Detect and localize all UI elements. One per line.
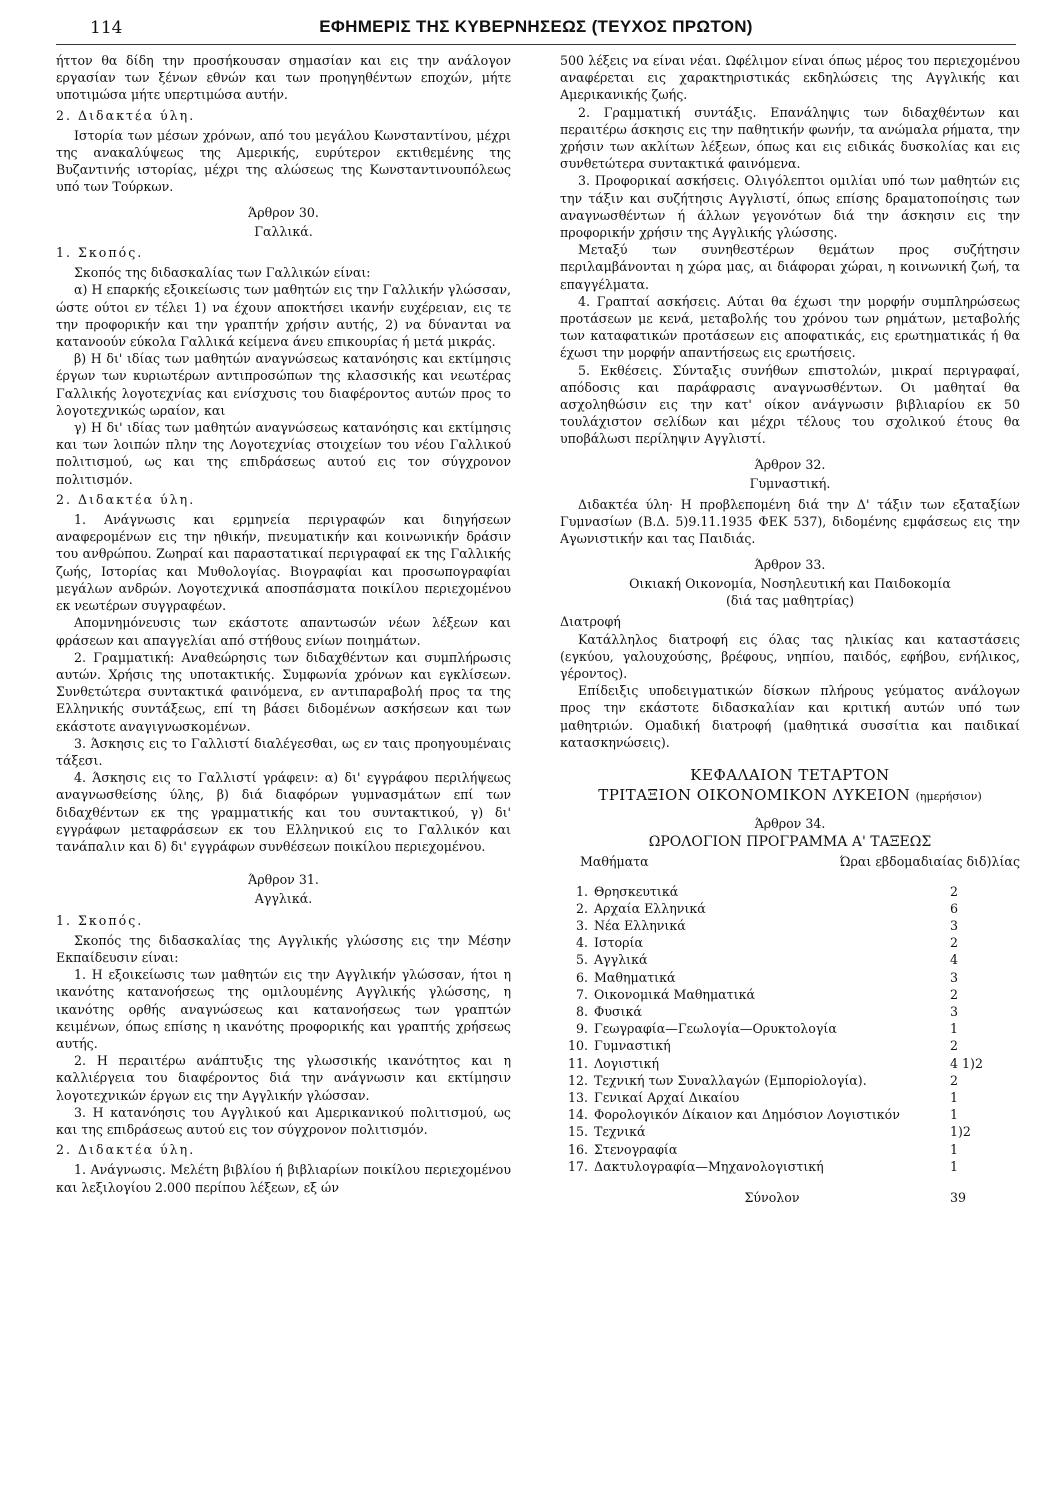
chapter-subtitle-text: ΤΡΙΤΑΞΙΟΝ ΟΙΚΟΝΟΜΙΚΟΝ ΛΥΚΕΙΟΝ — [598, 785, 911, 804]
chapter-subtitle — [560, 785, 1020, 807]
schedule-subject: Τεχνική των Συναλλαγών (Εμπορiολογία). — [594, 1072, 867, 1088]
schedule-num: 7. — [575, 986, 588, 1002]
schedule-subject: Μαθηματικά — [594, 969, 676, 985]
article-heading: Άρθρον 30. — [248, 204, 319, 220]
paragraph: β) Η δι' ιδίας των μαθητών αναγνώσεως κατανόησις και εκτίμησις έργων των κυριωτέρων αντιπροσώπων της κλασσικής και νεωτέρας Γαλλικής λογοτεχνίας και ενίσχυσις του διαφέροντος αυτών προς το λογοτεχνικώς ωραίον, και — [56, 351, 511, 418]
table-row — [560, 917, 1020, 934]
table-row — [560, 969, 1020, 986]
article-heading: Άρθρον 32. — [754, 456, 826, 472]
article-subject: Αγγλικά. — [254, 891, 313, 907]
schedule-table — [560, 883, 1020, 1207]
paragraph: 1. Η εξοικείωσις των μαθητών εις την Αγγλικήν γλώσσαν, ήτοι η ικανότης κατανοήσεως της ομιλουμένης Αγγλικής γλώσσης, η ικανότης ορθής αναγνώσεως και κατανοήσεως των γραπτών κειμένων, όπως επίσης η ικανότης προφορικής και γραπτής χρήσεως αυτής. — [56, 967, 511, 1051]
table-row — [560, 934, 1020, 951]
schedule-subject: Τεχνικά — [594, 1124, 646, 1140]
paragraph: Διδακτέα ύλη· Η προβλεπομένη διά την Δ' τάξιν των εξαταξίων Γυμνασίων (Β.Δ. 5)9.11.1935 ΦΕΚ 537), διδομένης εμφάσεως εις την Αγωνιστικήν και τας Παιδιάς. — [560, 497, 1020, 547]
paragraph: 2. Γραμματική συντάξις. Επανάληψις των διδαχθέντων και περαιτέρω άσκησις εις την παθητικήν φωνήν, τα ανώμαλα ρήματα, την χρήσιν των ακλίτων λέξεων, όπως και εις ειδικάς δυσκολίας και εις συνθετώτερα συντακτικά φαινόμενα. — [560, 104, 1020, 172]
article-heading: Άρθρον 33. — [754, 556, 826, 572]
schedule-subject: Γυμναστική — [594, 1038, 671, 1054]
paragraph: Σκοπός της διδασκαλίας της Αγγλικής γλώσσης εις την Μέσην Εκπαίδευσιν είναι: — [56, 932, 511, 965]
schedule-col-subjects: Μαθήματα — [580, 854, 649, 870]
paragraph: 5. Εκθέσεις. Σύνταξις συνήθων επιστολών, μικραί περιγραφαί, απόδοσις και παράφρασις αναγνωσθέντων. Οι μαθηταί θα ασχοληθώσιν εις την κατ' οίκον ανάγνωσιν βιβλιαρίου εκ 50 τουλάχιστον σελίδων και μέχρι τέλους του σχολικού έτους θα υποβάλωσι περίληψιν Αγγλιστί. — [560, 362, 1020, 447]
right-column — [560, 52, 1020, 1492]
paragraph: 3. Προφορικαί ασκήσεις. Ολιγόλεπτοι ομιλίαι υπό των μαθητών εις την τάξιν και συζήτησις Αγγλιστί, όπως επίσης δραματοποίησις των αναγνωσθέντων ή άλλων γεγονότων διά την άσκησιν εις την προφορικήν χρήσιν της Αγγλικής γλώσσης. — [560, 173, 1020, 241]
schedule-hours: 3 — [950, 917, 959, 933]
total-value: 39 — [950, 1189, 967, 1205]
schedule-subject: Οικονομικά Μαθηματικά — [594, 986, 755, 1002]
table-row — [560, 900, 1020, 917]
paragraph: Μεταξύ των συνηθεστέρων θεμάτων προς συζήτησιν περιλαμβάνονται η χώρα μας, αι διάφοραι χώραι, η κοινωνική ζωή, τα επαγγέλματα. — [560, 242, 1020, 292]
schedule-subject: Λογιστική — [594, 1055, 660, 1071]
article-subject-note: (διά τας μαθητρίας) — [725, 593, 855, 609]
paragraph: ήττον θα δίδη την προσήκουσαν σημασίαν και εις την ανάλογον εργασίαν των ξένων εθνών και των προηγηθέντων εποχών, μήτε υποτιμώσα μήτε υπερτιμώσα αυτήν. — [56, 53, 511, 103]
page-header — [56, 14, 1016, 45]
table-row — [560, 1003, 1020, 1020]
schedule-num: 14. — [567, 1107, 588, 1123]
section-heading: 2. Διδακτέα ύλη. — [56, 491, 196, 507]
schedule-subject: Στενογραφία — [594, 1141, 678, 1157]
schedule-hours: 2 — [950, 935, 959, 951]
table-row — [560, 1106, 1020, 1123]
article-subject: Γαλλικά. — [254, 223, 313, 239]
schedule-num: 6. — [575, 969, 588, 985]
schedule-num: 15. — [567, 1124, 588, 1140]
table-row — [560, 1141, 1020, 1158]
schedule-num: 12. — [567, 1072, 588, 1088]
paragraph: 2. Η περαιτέρω ανάπτυξις της γλωσσικής ικανότητος και η καλλιέργεια του διαφέροντος διά την ανάγνωσιν και εκτίμησιν λογοτεχνικών έργων εις την Αγγλικήν γλώσσαν. — [56, 1053, 511, 1103]
paragraph: 3. Άσκησις εις το Γαλλιστί διαλέγεσθαι, ως εν ταις προηγουμέναις τάξεσι. — [56, 735, 511, 768]
schedule-hours: 1 — [950, 1158, 959, 1174]
section-heading: Διατροφή — [560, 614, 621, 630]
schedule-num: 9. — [575, 1021, 588, 1037]
schedule-num: 2. — [575, 900, 588, 916]
schedule-subject: Φορολογικόν Δίκαιον και Δημόσιον Λογιστικόν — [594, 1107, 900, 1123]
schedule-num: 17. — [567, 1158, 588, 1174]
schedule-num: 8. — [575, 1003, 588, 1019]
section-heading: 2. Διδακτέα ύλη. — [56, 1142, 196, 1158]
table-row — [560, 1089, 1020, 1106]
schedule-subject: Γεωγραφία—Γεωλογία—Ορυκτολογία — [594, 1021, 837, 1037]
paragraph: 3. Η κατανόησις του Αγγλικού και Αμερικανικού πολιτισμού, ως και της επιδράσεως αυτού εις τον σύγχρονον πολιτισμόν. — [56, 1104, 511, 1137]
schedule-num: 5. — [575, 952, 588, 968]
total-label: Σύνολον — [744, 1189, 800, 1205]
left-column — [56, 52, 511, 1492]
schedule-hours: 1 — [950, 1089, 959, 1105]
schedule-subject: Αρχαία Ελληνικά — [594, 900, 706, 916]
paragraph: 1. Ανάγνωσις. Μελέτη βιβλίου ή βιβλιαρίων ποικίλου περιεχομένου και λεξιλογίου 2.000 περίπου λέξεων, εξ ών — [56, 1162, 511, 1195]
paragraph: γ) Η δι' ιδίας των μαθητών αναγνώσεως κατανόησις και εκτίμησις και των λοιπών πλην της Λογοτεχνίας στοιχείων του νέου Γαλλικού πολιτισμού, ως και της επιδράσεως αυτού εις τον σύγχρονον πολιτισμόν. — [56, 420, 511, 487]
table-row — [560, 1020, 1020, 1037]
paragraph: Επίδειξις υποδειγματικών δίσκων πλήρους γεύματος ανάλογων προς την εκάστοτε διδασκαλίαν και κριτική αυτών υπό των μαθητριών. Ομαδική διατροφή (μαθητικά συσσίτια και παιδικαί κατασκηνώσεις). — [560, 683, 1020, 750]
schedule-num: 16. — [567, 1141, 588, 1157]
schedule-subject: Αγγλικά — [594, 952, 648, 968]
article-subject: Γυμναστική. — [749, 475, 831, 491]
article-heading: Άρθρον 31. — [248, 872, 319, 888]
schedule-hours: 1 — [950, 1021, 959, 1037]
schedule-hours: 2 — [950, 1072, 959, 1088]
page-number: 114 — [90, 18, 123, 38]
schedule-hours: 2 — [950, 883, 959, 899]
schedule-num: 3. — [575, 917, 588, 933]
schedule-hours: 6 — [950, 900, 959, 916]
paragraph: 500 λέξεις να είναι νέαι. Ωφέλιμον είναι όπως μέρος του περιεχομένου αναφέρεται εις χαρακτηριστικάς εκδηλώσεις της Αγγλικής και Αμερικανικής ζωής. — [560, 53, 1020, 103]
paragraph: 1. Ανάγνωσις και ερμηνεία περιγραφών και διηγήσεων αναφερομένων εις την ηθικήν, πνευματικήν και κοινωνικήν δράσιν του ανθρώπου. Ζωηραί και παραστατικαί περιγραφαί εκ της Γαλλικής ζωής, Ιστορίας και Μυθολογίας. Βιογραφίαι και προσωπογραφίαι μεγάλων ανδρών. Λογοτεχνικά αποσπάσματα ποικίλου περιεχομένου εκ νεωτέρων συγγραφέων. — [56, 512, 511, 614]
schedule-hours: 3 — [950, 1003, 959, 1019]
section-heading: 1. Σκοπός. — [56, 245, 144, 261]
table-row — [560, 951, 1020, 968]
section-heading: 1. Σκοπός. — [56, 912, 144, 928]
section-heading: 2. Διδακτέα ύλη. — [56, 107, 196, 123]
paragraph: 4. Γραπταί ασκήσεις. Αύται θα έχωσι την μορφήν συμπληρώσεως προτάσεων με κενά, μεταβολής του χρόνου των ρημάτων, μεταβολής των καταφατικών προτάσεων εις αποφατικάς, εις ερωτηματικάς ή θα έχωσι την μορφήν απαντήσεως εις ερωτήσεις. — [560, 293, 1020, 361]
article-heading: Άρθρον 34. — [754, 815, 826, 831]
paragraph: α) Η επαρκής εξοικείωσις των μαθητών εις την Γαλλικήν γλώσσαν, ώστε ούτοι εν τέλει 1) να έχουν αποκτήσει ικανήν ευχέρειαν, εις τε την προφορικήν και την γραπτήν χρήσιν αυτής, 2) να δύνανται να κατανοούν εύκολα Γαλλικά κείμενα άνευ επικουρίας ή μετά μικράς. — [56, 282, 511, 350]
article-subject: Οικιακή Οικονομία, Νοσηλευτική και Παιδοκομία — [629, 575, 951, 591]
schedule-hours: 2 — [950, 1038, 959, 1054]
schedule-hours: 3 — [950, 969, 959, 985]
schedule-subject: Φυσικά — [594, 1003, 642, 1019]
chapter-title: ΚΕΦΑΛΑΙΟΝ ΤΕΤΑΡΤΟΝ — [690, 765, 890, 784]
paragraph: 2. Γραμματική: Αναθεώρησις των διδαχθέντων και συμπλήρωσις αυτών. Χρήσις της υποτακτικής. Συμφωνία χρόνων και εγκλίσεων. Συνθετώτερα συντακτικά φαινόμενα, εν αντιπαραβολή προς τα της Ελληνικής συντάξεως, επί τη βάσει διδομένων ασκήσεων και των εκάστοτε αναγιγνωσκομένων. — [56, 649, 511, 734]
schedule-num: 10. — [567, 1038, 588, 1054]
schedule-hours: 1)2 — [950, 1124, 971, 1140]
paragraph: Κατάλληλος διατροφή εις όλας τας ηλικίας και καταστάσεις (εγκύου, γαλουχούσης, βρέφους, νηπίου, παιδός, εφήβου, ενήλικος, γέροντος). — [560, 631, 1020, 681]
chapter-subtitle-note: (ημερήσιον) — [915, 789, 982, 803]
schedule-subject: Ιστορία — [594, 935, 643, 951]
schedule-col-hours: Ώραι εβδομαδιαίας διδ)λίας — [839, 854, 1020, 870]
schedule-title: ΩΡΟΛΟΓΙΟΝ ΠΡΟΓΡΑΜΜΑ Α' ΤΑΞΕΩΣ — [648, 834, 932, 851]
schedule-num: 11. — [567, 1055, 588, 1071]
schedule-subject: Νέα Ελληνικά — [594, 917, 686, 933]
table-row — [560, 1037, 1020, 1054]
schedule-hours: 1 — [950, 1107, 959, 1123]
running-title: ΕΦΗΜΕΡΙΣ ΤΗΣ ΚΥΒΕΡΝΗΣΕΩΣ (ΤΕΥΧΟΣ ΠΡΩΤΟΝ) — [319, 17, 753, 36]
table-row — [560, 883, 1020, 900]
table-row — [560, 1158, 1020, 1175]
schedule-header — [580, 853, 1020, 870]
paragraph: Ιστορία των μέσων χρόνων, από του μεγάλου Κωνσταντίνου, μέχρι της ανακαλύψεως της Αμερικής, ευρύτερον εκτιθεμένης της Βυζαντινής ιστορίας, μέχρι της αλώσεως της Κωνσταντινουπόλεως υπό των Τούρκων. — [56, 127, 511, 195]
total-row — [560, 1175, 1020, 1206]
schedule-num: 1. — [575, 883, 588, 899]
schedule-subject: Δακτυλογραφία—Μηχανολογιστική — [594, 1158, 824, 1174]
table-row — [560, 1123, 1020, 1140]
table-row — [560, 1055, 1020, 1072]
paragraph: Απομνημόνευσις των εκάστοτε απαντωσών νέων λέξεων και φράσεων και απαγγελίαι από στήθους ενίων ποιημάτων. — [56, 615, 511, 648]
schedule-num: 4. — [575, 935, 588, 951]
table-row — [560, 986, 1020, 1003]
paragraph: 4. Άσκησις εις το Γαλλιστί γράφειν: α) δι' εγγράφου περιλήψεως αναγνωσθείσης ύλης, β) διά διαφόρων γυμνασμάτων επί των διδαχθέντων εκ της γραμματικής και του συντακτικού, γ) δι' εγγράφων μεταφράσεων εκ του Ελληνικού εις το Γαλλικόν και τανάπαλιν και δ) δι' εγγράφων συνθέσεων ποικίλου περιεχομένου. — [56, 770, 511, 854]
paragraph: Σκοπός της διδασκαλίας των Γαλλικών είναι: — [74, 265, 371, 281]
schedule-num: 13. — [567, 1089, 588, 1105]
schedule-hours: 2 — [950, 986, 959, 1002]
table-row — [560, 1072, 1020, 1089]
schedule-subject: Γενικαί Αρχαί Δικαίου — [594, 1089, 740, 1105]
schedule-hours: 4 1)2 — [950, 1055, 983, 1071]
schedule-hours: 4 — [950, 952, 959, 968]
schedule-subject: Θρησκευτικά — [594, 883, 679, 899]
schedule-hours: 1 — [950, 1141, 959, 1157]
